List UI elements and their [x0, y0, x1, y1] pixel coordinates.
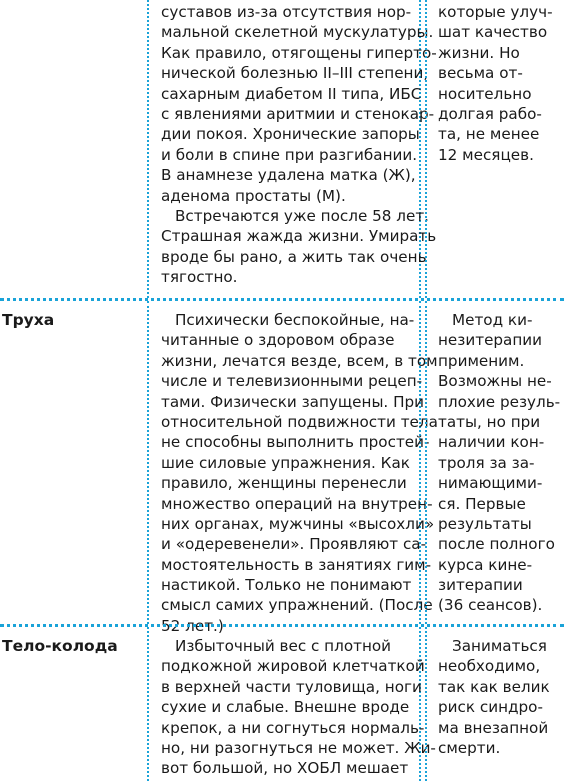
text-line: но, ни разогнуться не может. Жи- — [161, 738, 436, 757]
recommendation-cell — [425, 301, 566, 624]
text-line: вот большой, но ХОБЛ мешает — [161, 759, 409, 778]
text-line: крепок, а ни согнуться нормаль- — [161, 718, 425, 737]
text-line: 12 месяцев. — [438, 145, 534, 164]
row-name-cell — [0, 301, 137, 624]
table-row — [0, 627, 564, 781]
text-line: плохие резуль- — [438, 392, 561, 411]
text-line: наличии кон- — [438, 433, 545, 452]
text-line: суставов из-за отсутствия нор- — [161, 3, 412, 21]
text-line: ма внезапной — [438, 718, 549, 737]
text-line: читанные о здоровом образе — [161, 331, 395, 350]
text-line: тами. Физически запущены. При — [161, 392, 425, 411]
text-line: Заниматься — [452, 637, 547, 655]
text-line: жизни. Но — [438, 43, 520, 62]
table-row — [0, 0, 564, 298]
text-line: В анамнезе удалена матка (Ж), — [161, 166, 416, 185]
text-line: Встречаются уже после 58 лет. — [175, 206, 429, 225]
text-line: жизни, лечатся везде, всем, в том — [161, 351, 438, 370]
description-cell — [147, 627, 436, 781]
text-line: результаты — [438, 514, 532, 533]
recommendation-cell — [425, 0, 566, 298]
text-line: после полного — [438, 535, 555, 554]
row-title: Труха — [2, 311, 55, 329]
recommendation-cell — [425, 627, 566, 781]
text-line: ся. Первые — [438, 494, 526, 513]
text-line: Возможны не- — [438, 372, 552, 391]
text-line: с явлениями аритмии и стенокар- — [161, 104, 435, 123]
text-line: Как правило, отягощены гиперто- — [161, 43, 437, 62]
row-title: Тело-колода — [2, 637, 118, 655]
text-line: дии покоя. Хронические запоры — [161, 125, 420, 144]
text-line: настикой. Только не понимают — [161, 576, 412, 595]
text-line: 52 лет.) — [161, 616, 224, 635]
text-line: смысл самих упражнений. (После — [161, 596, 433, 615]
text-line: сахарным диабетом II типа, ИБС — [161, 84, 422, 103]
table-row — [0, 301, 564, 635]
text-line: Страшная жажда жизни. Умирать — [161, 227, 437, 246]
text-line: относительной подвижности тела — [161, 412, 438, 431]
text-line: Метод ки- — [452, 311, 533, 329]
text-line: них органах, мужчины «высохли» — [161, 514, 435, 533]
text-line: мостоятельность в занятиях гим- — [161, 555, 432, 574]
text-line: необходимо, — [438, 657, 541, 676]
text-line: нической болезнью II–III степени, — [161, 64, 429, 83]
text-line: курса кине- — [438, 555, 533, 574]
text-line: носительно — [438, 84, 532, 103]
text-line: Избыточный вес с плотной — [175, 637, 392, 655]
text-line: таты, но при — [438, 412, 541, 431]
text-line: в верхней части туловища, ноги — [161, 677, 422, 696]
text-line: аденома простаты (М). — [161, 186, 346, 205]
text-line: риск синдро- — [438, 698, 543, 717]
text-line: шие силовые упражнения. Как — [161, 453, 410, 472]
text-line: которые улуч- — [438, 3, 553, 21]
text-line: не способны выполнить простей- — [161, 433, 430, 452]
text-line: весьма от- — [438, 64, 523, 83]
text-line: та, не менее — [438, 125, 540, 144]
text-line: правило, женщины перенесли — [161, 474, 407, 493]
row-name-cell — [0, 627, 137, 781]
text-line: долгая рабо- — [438, 104, 542, 123]
text-line: тягостно. — [161, 268, 238, 287]
text-line: смерти. — [438, 738, 501, 757]
text-line: применим. — [438, 351, 525, 370]
text-line: мальной скелетной мускулатуры. — [161, 23, 434, 42]
text-line: незитерапии — [438, 331, 543, 350]
text-line: числе и телевизионными рецеп- — [161, 372, 423, 391]
text-line: и «одеревенели». Проявляют са- — [161, 535, 427, 554]
text-line: шат качество — [438, 23, 548, 42]
text-line: Психически беспокойные, на- — [175, 311, 415, 329]
text-line: подкожной жировой клетчаткой — [161, 657, 425, 676]
description-cell — [147, 0, 437, 298]
text-line: и боли в спине при разгибании. — [161, 145, 418, 164]
text-line: зитерапии — [438, 576, 523, 595]
text-line: троля за за- — [438, 453, 535, 472]
text-line: нимающими- — [438, 474, 543, 493]
text-line: так как велик — [438, 677, 550, 696]
text-line: множество операций на внутрен- — [161, 494, 433, 513]
text-line: (36 сеансов). — [438, 596, 543, 615]
row-name-cell — [0, 0, 137, 298]
text-line: сухие и слабые. Внешне вроде — [161, 698, 410, 717]
text-line: вроде бы рано, а жить так очень — [161, 247, 427, 266]
description-cell — [147, 301, 438, 635]
